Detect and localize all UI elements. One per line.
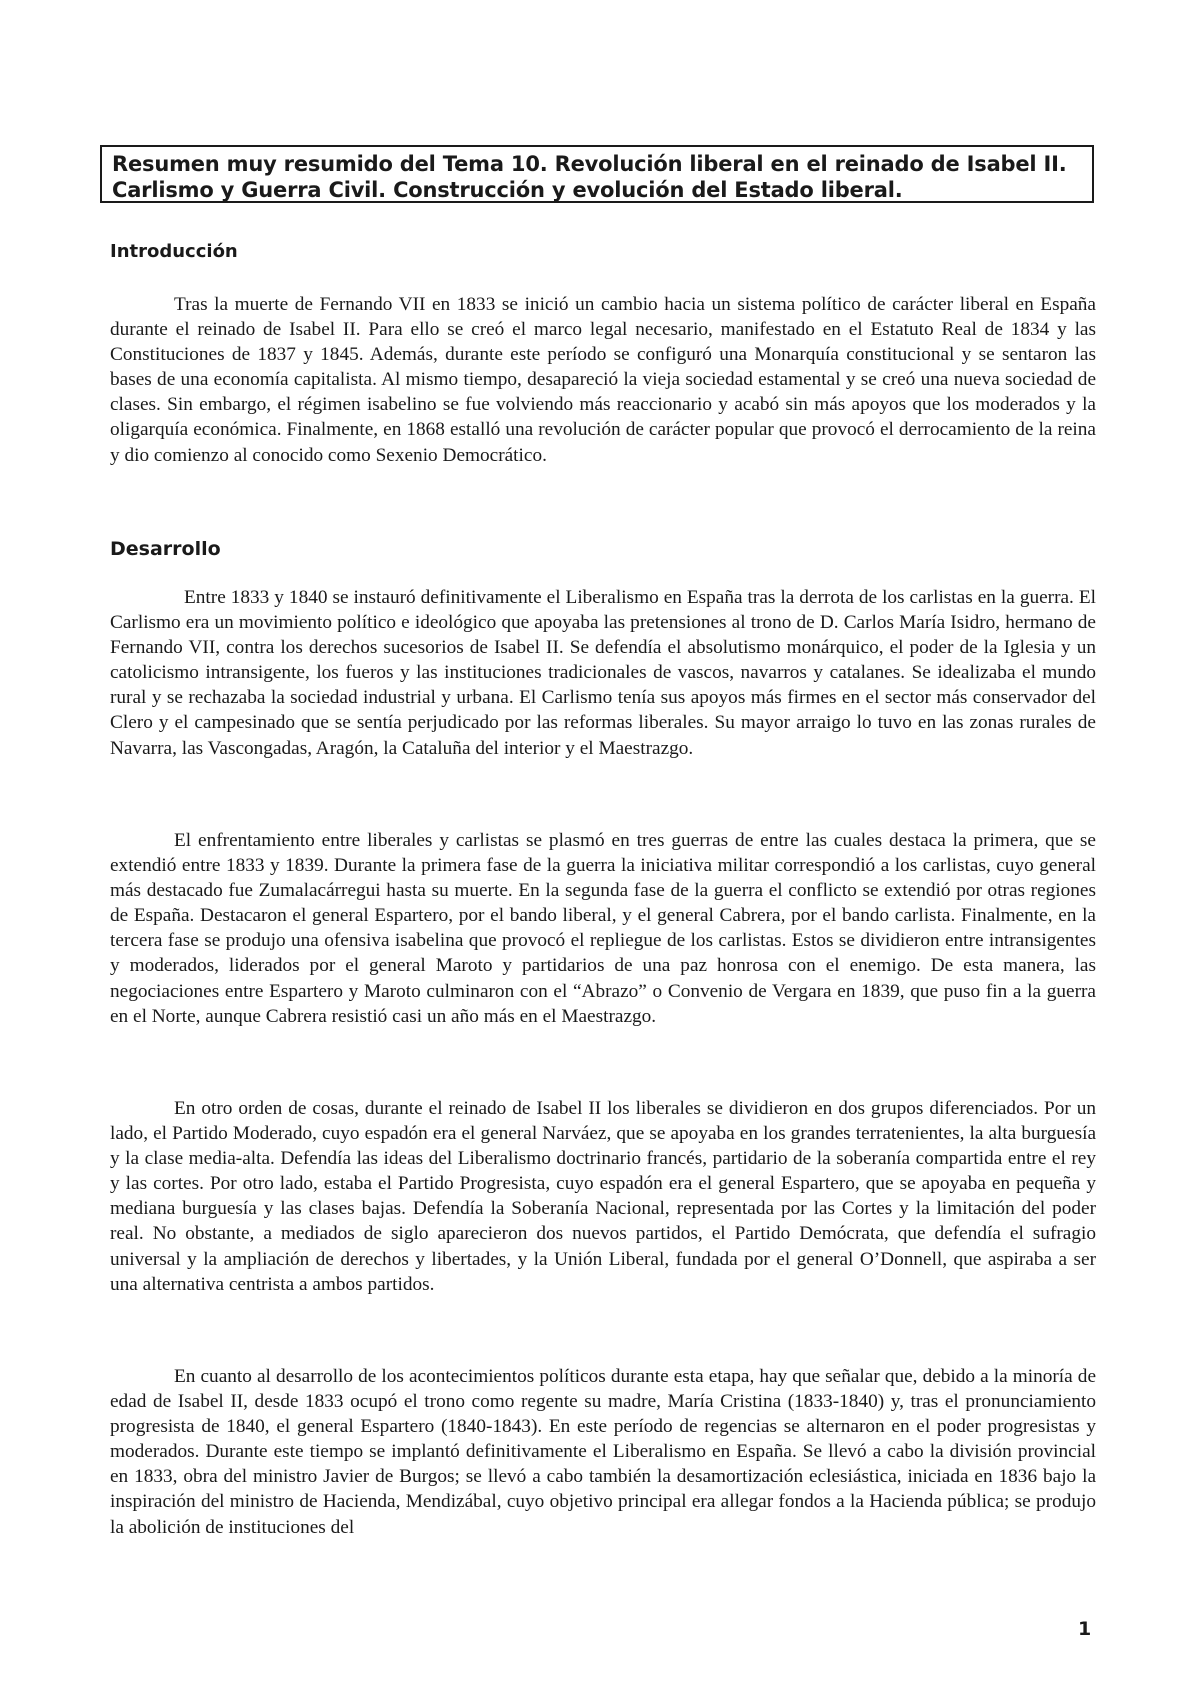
development-heading: Desarrollo [110,538,221,560]
development-paragraph-4: En cuanto al desarrollo de los acontecimientos políticos durante esta etapa, hay que señalar que, debido a la minoría de edad de Isabel II, desde 1833 ocupó el trono como regente su madre, María Cristina (1833-1840) y, tras el pronunciamiento progresista de 1840, el general Espartero (1840-1843). En este período de regencias se alternaron en el poder progresistas y moderados. Durante este tiempo se implantó definitivamente el Liberalismo en España. Se llevó a cabo la división provincial en 1833, obra del ministro Javier de Burgos; se llevó a cabo también la desamortización eclesiástica, iniciada en 1836 bajo la inspiración del ministro de Hacienda, Mendizábal, cuyo objetivo principal era allegar fondos a la Hacienda pública; se produjo la abolición de instituciones del [110,1366,1096,1538]
page-number: 1 [1078,1618,1092,1640]
introduction-heading: Introducción [110,241,238,262]
development-paragraph-2: El enfrentamiento entre liberales y carlistas se plasmó en tres guerras de entre las cuales destaca la primera, que se extendió entre 1833 y 1839. Durante la primera fase de la guerra la iniciativa militar correspondió a los carlistas, cuyo general más destacado fue Zumalacárregui hasta su muerte. En la segunda fase de la guerra el conflicto se extendió por otras regiones de España. Destacaron el general Espartero, por el bando liberal, y el general Cabrera, por el bando carlista. Finalmente, en la tercera fase se produjo una ofensiva isabelina que provocó el repliegue de los carlistas. Estos se dividieron entre intransigentes y moderados, liderados por el general Maroto y partidarios de una paz honrosa con el enemigo. De esta manera, las negociaciones entre Espartero y Maroto culminaron con el “Abrazo” o Convenio de Vergara en 1839, que puso fin a la guerra en el Norte, aunque Cabrera resistió casi un año más en el Maestrazgo. [110,830,1096,1027]
introduction-paragraph: Tras la muerte de Fernando VII en 1833 se inició un cambio hacia un sistema político de carácter liberal en España durante el reinado de Isabel II. Para ello se creó el marco legal necesario, manifestado en el Estatuto Real de 1834 y las Constituciones de 1837 y 1845. Además, durante este período se configuró una Monarquía constitucional y se sentaron las bases de una economía capitalista. Al mismo tiempo, desapareció la vieja sociedad estamental y se creó una nueva sociedad de clases. Sin embargo, el régimen isabelino se fue volviendo más reaccionario y acabó sin más apoyos que los moderados y la oligarquía económica. Finalmente, en 1868 estalló una revolución de carácter popular que provocó el derrocamiento de la reina y dio comienzo al conocido como Sexenio Democrático. [110,294,1096,466]
development-paragraph-3: En otro orden de cosas, durante el reinado de Isabel II los liberales se dividieron en dos grupos diferenciados. Por un lado, el Partido Moderado, cuyo espadón era el general Narváez, que se apoyaba en los grandes terratenientes, la alta burguesía y la clase media-alta. Defendía las ideas del Liberalismo doctrinario francés, partidario de la soberanía compartida entre el rey y las cortes. Por otro lado, estaba el Partido Progresista, cuyo espadón era el general Espartero, que se apoyaba en pequeña y mediana burguesía y las clases bajas. Defendía la Soberanía Nacional, representada por las Cortes y la limitación del poder real. No obstante, a mediados de siglo aparecieron dos nuevos partidos, el Partido Demócrata, que defendía el sufragio universal y la ampliación de derechos y libertades, y la Unión Liberal, fundada por el general O’Donnell, que aspiraba a ser una alternativa centrista a ambos partidos. [110,1098,1096,1295]
development-paragraph-1: Entre 1833 y 1840 se instauró definitivamente el Liberalismo en España tras la derrota de los carlistas en la guerra. El Carlismo era un movimiento político e ideológico que apoyaba las pretensiones al trono de D. Carlos María Isidro, hermano de Fernando VII, contra los derechos sucesorios de Isabel II. Se defendía el absolutismo monárquico, el poder de la Iglesia y un catolicismo intransigente, los fueros y las instituciones tradicionales de vascos, navarros y catalanes. Se idealizaba el mundo rural y se rechazaba la sociedad industrial y urbana. El Carlismo tenía sus apoyos más firmes en el sector más conservador del Clero y el campesinado que se sentía perjudicado por las reformas liberales. Su mayor arraigo lo tuvo en las zonas rurales de Navarra, las Vascongadas, Aragón, la Cataluña del interior y el Maestrazgo. [110,587,1096,759]
title-line-1: Resumen muy resumido del Tema 10. Revolución liberal en el reinado de Isabel II. [112,152,1067,176]
title-box [100,145,1094,203]
title-line-2: Carlismo y Guerra Civil. Construcción y evolución del Estado liberal. [112,178,903,202]
